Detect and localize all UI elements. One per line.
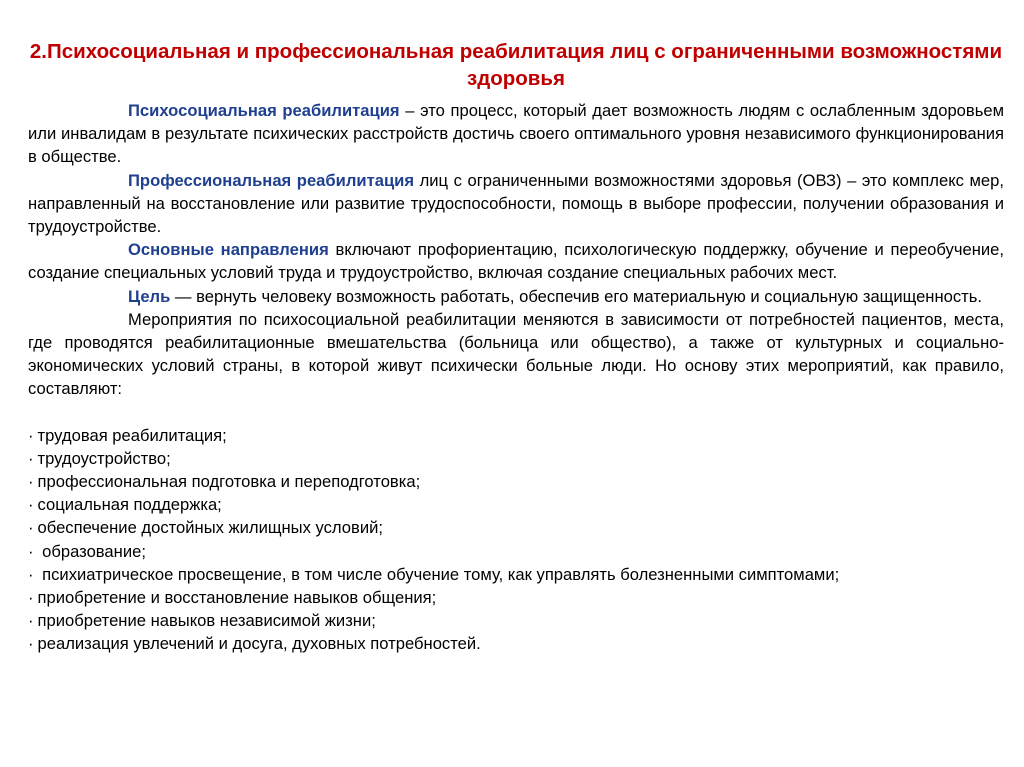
measures-list: [28, 424, 1004, 656]
list-item-text: трудовая реабилитация;: [37, 425, 227, 445]
paragraph: [28, 308, 1004, 401]
paragraph-text: — вернуть человеку возможность работать, обеспечив его материальную и социальную защищенность.: [170, 286, 983, 306]
list-item-text: обеспечение достойных жилищных условий;: [37, 518, 383, 538]
bullet-icon: ·: [28, 564, 34, 584]
slide-body: [28, 99, 1004, 656]
bullet-icon: ·: [28, 448, 34, 468]
list-item-text: реализация увлечений и досуга, духовных потребностей.: [37, 634, 481, 654]
paragraph-text: лиц с ограниченными возможностями здоровья (ОВЗ) – это комплекс мер, направленный на восстановление или развитие трудоспособности, помощь в выборе профессии, получении образования и трудоустройстве.: [28, 170, 1004, 237]
list-item: [28, 424, 1004, 447]
list-item-text: психиатрическое просвещение, в том числе обучение тому, как управлять болезненными симптомами;: [37, 564, 840, 584]
paragraph: [28, 169, 1004, 239]
list-item: [28, 470, 1004, 493]
bullet-icon: ·: [28, 425, 34, 445]
list-item-text: приобретение и восстановление навыков общения;: [37, 588, 437, 608]
list-item: [28, 609, 1004, 632]
paragraph-text: – это процесс, который дает возможность людям с ослабленным здоровьем или инвалидам в результате психических расстройств достичь своего оптимального уровня независимого функционирования в обществе.: [28, 101, 1004, 167]
bullet-icon: ·: [28, 611, 34, 631]
list-item-text: приобретение навыков независимой жизни;: [37, 611, 376, 631]
list-item: [28, 632, 1004, 655]
paragraph: [28, 285, 1004, 308]
bullet-icon: ·: [28, 495, 34, 515]
term-highlight: Психосоциальная реабилитация: [128, 101, 400, 120]
list-item: [28, 586, 1004, 609]
bullet-icon: ·: [28, 541, 34, 561]
list-item: [28, 447, 1004, 470]
list-item: [28, 516, 1004, 539]
term-highlight: Основные направления: [128, 240, 329, 260]
spacer: [28, 401, 1004, 424]
list-item-text: трудоустройство;: [37, 448, 171, 468]
term-highlight: Профессиональная реабилитация: [128, 170, 415, 190]
list-item: [28, 493, 1004, 516]
list-item-text: социальная поддержка;: [37, 495, 222, 515]
paragraph: [28, 238, 1004, 284]
bullet-icon: ·: [28, 472, 34, 492]
list-item-text: профессиональная подготовка и переподготовка;: [37, 472, 421, 492]
paragraph-text: включают профориентацию, психологическую поддержку, обучение и переобучение, создание специальных условий труда и трудоустройство, включая создание специальных рабочих мест.: [28, 240, 1004, 283]
bullet-icon: ·: [28, 634, 34, 654]
bullet-icon: ·: [28, 588, 34, 608]
bullet-icon: ·: [28, 518, 34, 538]
paragraph-text: Мероприятия по психосоциальной реабилитации меняются в зависимости от потребностей пациентов, места, где проводятся реабилитационные вмешательства (больница или общество), а также от культурных и социально-экономических условий страны, в которой живут психически больные люди. Но основу этих мероприятий, как правило, составляют:: [28, 309, 1004, 399]
list-item: [28, 540, 1004, 563]
slide-title: 2.Психосоциальная и профессиональная реабилитация лиц с ограниченными возможностями здоровья: [29, 40, 1003, 90]
list-item: [28, 563, 1004, 586]
term-highlight: Цель: [128, 286, 171, 306]
paragraph: [28, 99, 1004, 169]
list-item-text: образование;: [37, 541, 146, 561]
